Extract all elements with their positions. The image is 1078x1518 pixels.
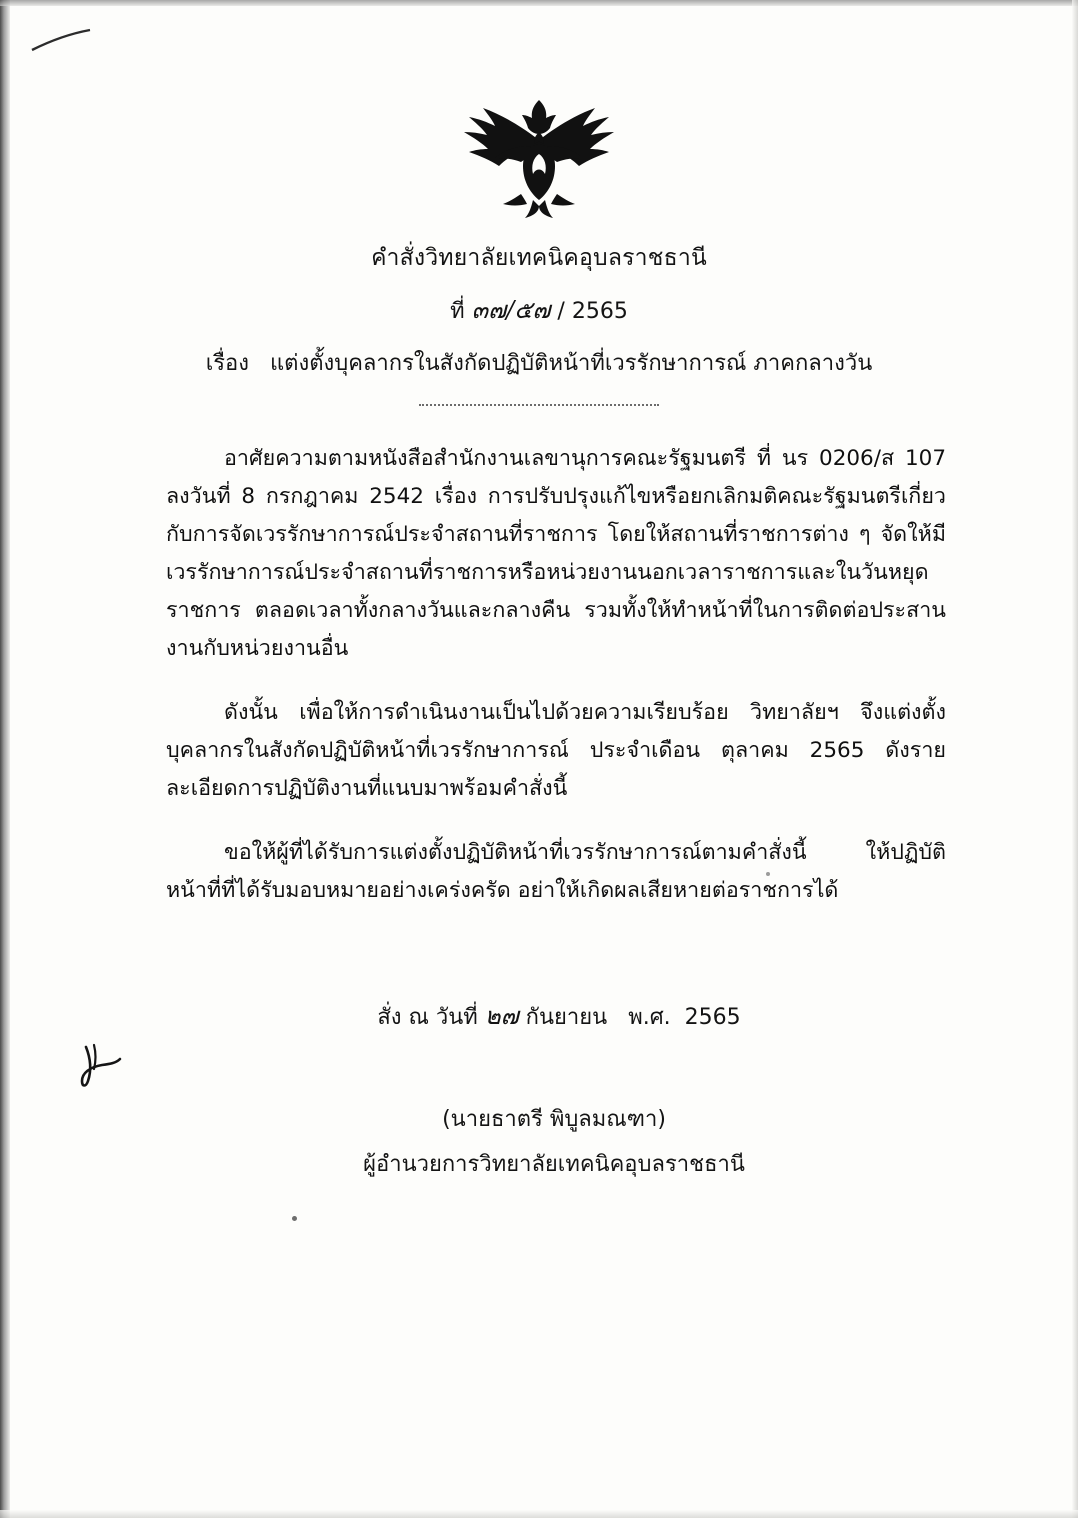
paragraph-1 bbox=[0, 440, 1078, 668]
dotted-divider bbox=[419, 402, 659, 406]
sign-date-year: 2565 bbox=[684, 1005, 741, 1030]
paragraph-3-text: ขอให้ผู้ที่ได้รับการแต่งตั้งปฏิบัติหน้าที่เวรรักษาการณ์ตามคำสั่งนี้ ให้ปฏิบัติหน้าที่ที่ได้รับมอบหมายอย่างเคร่งครัด อย่าให้เกิดผลเสียหายต่อราชการได้ bbox=[166, 840, 946, 903]
paragraph-3 bbox=[0, 834, 1078, 910]
document-subject-line bbox=[0, 345, 1078, 380]
paragraph-2 bbox=[0, 694, 1078, 808]
handwritten-signature-icon bbox=[0, 1041, 160, 1091]
scan-speck-icon bbox=[292, 1216, 297, 1221]
sign-date-be-label: พ.ศ. bbox=[628, 1005, 671, 1030]
sign-date-line bbox=[0, 996, 1078, 1035]
sign-date-day-handwritten: ๒๗ bbox=[484, 1002, 519, 1030]
document-title: คำสั่งวิทยาลัยเทคนิคอุบลราชธานี bbox=[371, 245, 707, 271]
document-number-prefix: ที่ bbox=[450, 299, 465, 324]
paragraph-1-text: อาศัยความตามหนังสือสำนักงานเลขานุการคณะรัฐมนตรี ที่ นร 0206/ส 107 ลงวันที่ 8 กรกฎาคม 2542 เรื่อง การปรับปรุงแก้ไขหรือยกเลิกมติคณะรัฐมนตรีเกี่ยวกับการจัดเวรรักษาการณ์ประจำสถานที่ราชการ โดยให้สถานที่ราชการต่าง ๆ จัดให้มีเวรรักษาการณ์ประจำสถานที่ราชการหรือหน่วยงานนอกเวลาราชการและในวันหยุดราชการ ตลอดเวลาทั้งกลางวันและกลางคืน รวมทั้งให้ทำหน้าที่ในการติดต่อประสานงานกับหน่วยงานอื่น bbox=[166, 446, 946, 661]
scan-edge-bottom bbox=[0, 1510, 1078, 1518]
document-number-separator: / bbox=[557, 299, 565, 324]
subject-text: แต่งตั้งบุคลากรในสังกัดปฏิบัติหน้าที่เวรรักษาการณ์ ภาคกลางวัน bbox=[270, 351, 873, 376]
signer-name: (นายธาตรี พิบูลมณฑา) bbox=[442, 1107, 666, 1132]
sign-date-month: กันยายน bbox=[525, 1005, 608, 1030]
paragraph-2-text: ดังนั้น เพื่อให้การดำเนินงานเป็นไปด้วยความเรียบร้อย วิทยาลัยฯ จึงแต่งตั้งบุคลากรในสังกัดปฏิบัติหน้าที่เวรรักษาการณ์ ประจำเดือน ตุลาคม 2565 ดังรายละเอียดการปฏิบัติงานที่แนบมาพร้อมคำสั่งนี้ bbox=[166, 700, 946, 801]
document-number-handwritten: ๓๗/๕๗ bbox=[471, 296, 551, 324]
subject-label: เรื่อง bbox=[205, 351, 250, 376]
signer-role: ผู้อำนวยการวิทยาลัยเทคนิคอุบลราชธานี bbox=[363, 1152, 745, 1177]
document-number-year: 2565 bbox=[571, 299, 628, 324]
document-number-line bbox=[0, 290, 1078, 329]
sign-date-prefix: สั่ง ณ วันที่ bbox=[377, 1005, 478, 1030]
